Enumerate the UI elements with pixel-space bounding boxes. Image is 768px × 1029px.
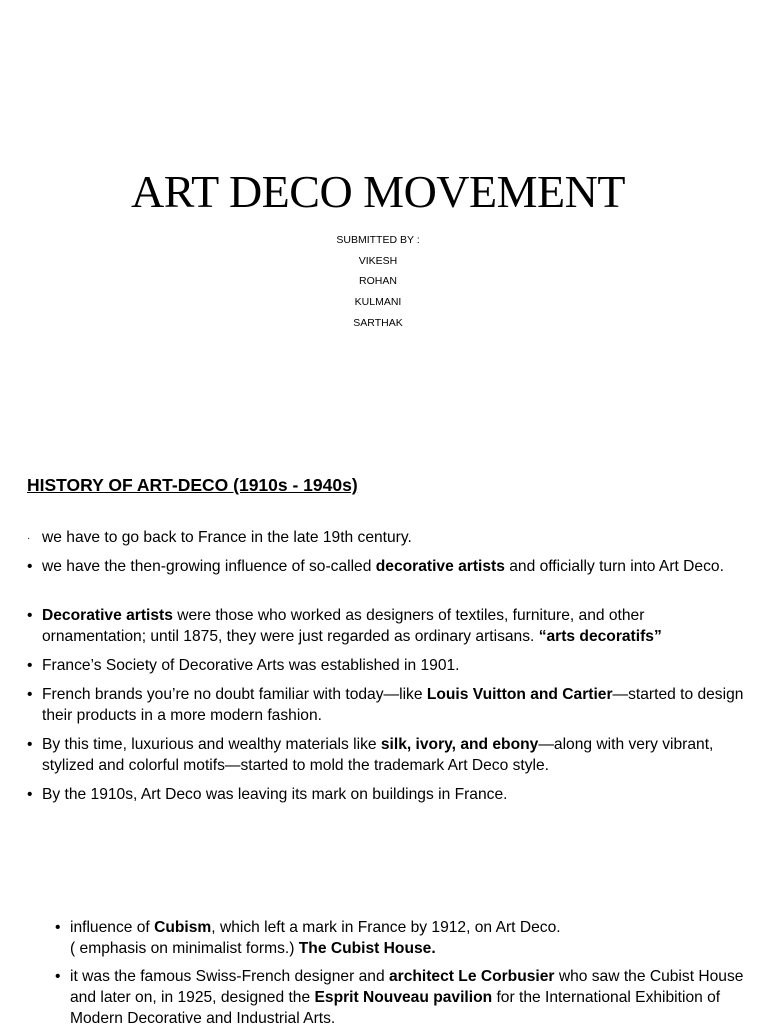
- member-name: SARTHAK: [353, 316, 403, 329]
- bold-text-run: silk, ivory, and ebony: [380, 736, 539, 753]
- text-run: we have to go back to France in the late 19th century.: [42, 529, 412, 546]
- bullet-item: [27, 734, 747, 776]
- text-run: By this time, luxurious and wealthy materials like: [42, 736, 381, 753]
- bullet-marker: •: [27, 607, 33, 624]
- member-name: VIKESH: [358, 254, 398, 267]
- bullet-text: [70, 919, 561, 957]
- text-run: it was the famous Swiss-French designer and: [70, 968, 389, 985]
- bullet-text: [42, 558, 724, 575]
- text-run: By the 1910s, Art Deco was leaving its mark on buildings in France.: [42, 786, 508, 803]
- bullet-marker: •: [55, 968, 61, 985]
- bullet-text: [42, 657, 460, 674]
- bullet-item: [27, 784, 747, 805]
- bold-text-run: Decorative artists: [42, 607, 173, 624]
- bullet-text: [42, 786, 507, 803]
- text-run: were those who worked as designers of textiles, furniture, and other ornamentation; until 1875, they were just regarded as ordinary artisans.: [42, 607, 645, 645]
- text-run: French brands you’re no doubt familiar with today—like: [42, 686, 427, 703]
- text-run: influence of: [70, 919, 155, 936]
- text-run: —along with very vibrant, stylized and colorful motifs—started to mold the trademark Art Deco style.: [42, 736, 714, 774]
- bullet-marker: •: [27, 786, 33, 803]
- bold-text-run: architect Le Corbusier: [388, 968, 555, 985]
- history-heading: HISTORY OF ART-DECO (1910s - 1940s): [27, 475, 358, 495]
- text-run: ( emphasis on minimalist forms.): [70, 940, 299, 957]
- bold-text-run: decorative artists: [375, 558, 505, 575]
- bullet-item: [55, 966, 755, 1029]
- submitters-block: [0, 230, 756, 334]
- bullet-marker: •: [27, 686, 33, 703]
- bullet-item: [27, 605, 747, 647]
- bullet-text: [42, 607, 662, 645]
- bullet-marker: •: [27, 558, 33, 575]
- bold-text-run: Louis Vuitton and Cartier: [426, 686, 613, 703]
- text-run: , which left a mark in France by 1912, on Art Deco.: [211, 919, 561, 936]
- text-run: —started to design their products in a more modern fashion.: [42, 686, 744, 724]
- text-run: and officially turn into Art Deco.: [504, 558, 724, 575]
- bullet-text: [42, 686, 743, 724]
- text-run: we have the then-growing influence of so-called: [42, 558, 376, 575]
- bullet-text: [42, 529, 412, 546]
- bold-text-run: Esprit Nouveau pavilion: [314, 989, 493, 1006]
- bullet-marker: ·: [27, 533, 31, 544]
- bullet-text: [42, 736, 713, 774]
- bold-text-run: “arts decoratifs”: [538, 628, 662, 645]
- bullet-item: [27, 556, 747, 577]
- bullet-text: [70, 968, 743, 1027]
- text-run: France’s Society of Decorative Arts was established in 1901.: [42, 657, 460, 674]
- slide-title: ART DECO MOVEMENT: [131, 166, 625, 217]
- bold-text-run: The Cubist House.: [298, 940, 436, 957]
- bold-text-run: Cubism: [154, 919, 212, 936]
- bullet-item: [27, 527, 747, 548]
- member-name: KULMANI: [354, 296, 402, 309]
- bullet-marker: •: [27, 736, 33, 753]
- text-run: for the International Exhibition of Modern Decorative and Industrial Arts.: [70, 989, 721, 1027]
- member-name: ROHAN: [359, 275, 397, 288]
- bullet-item: [27, 684, 747, 726]
- submitted-by-label: SUBMITTED BY :: [336, 234, 420, 246]
- bullet-item: [27, 655, 747, 676]
- bullet-marker: •: [27, 657, 33, 674]
- text-run: who saw the Cubist House and later on, in 1925, designed the: [70, 968, 744, 1006]
- bullet-marker: •: [55, 919, 61, 936]
- bullet-item: [55, 917, 755, 959]
